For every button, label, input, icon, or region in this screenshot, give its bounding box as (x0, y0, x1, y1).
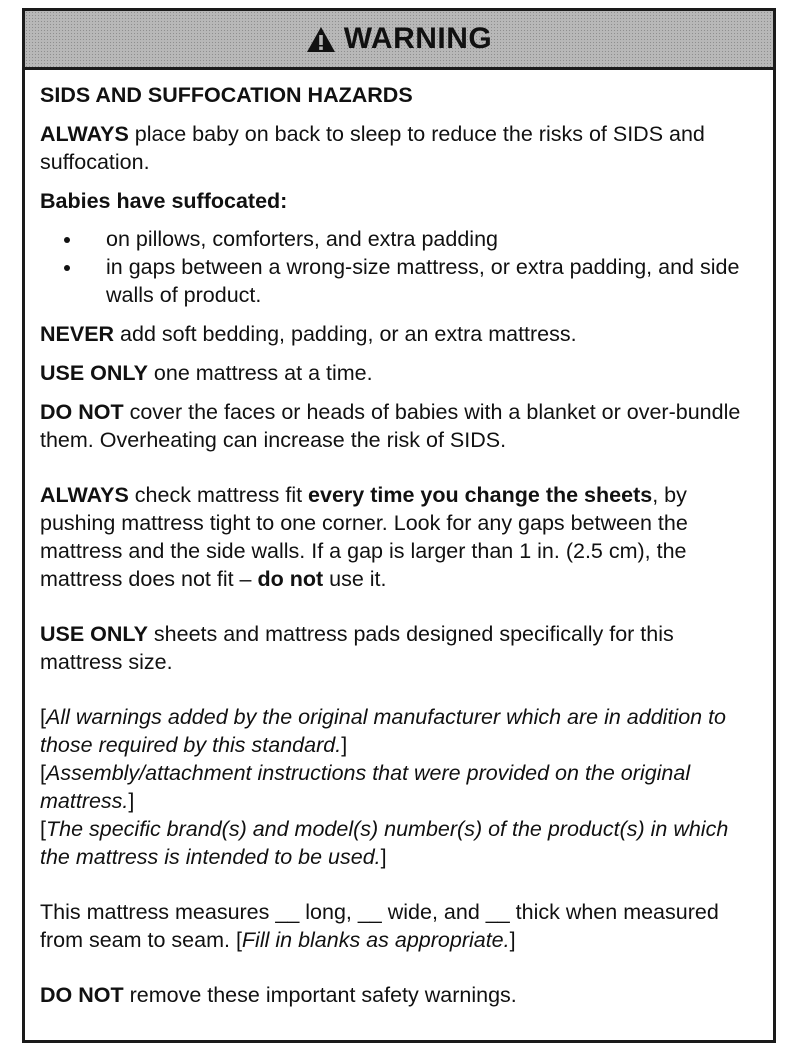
paragraph-do-not-cover: DO NOT cover the faces or heads of babies with a blanket or over-bundle them. Overheating can increase the risk of SIDS. (40, 400, 741, 452)
warning-title: WARNING (343, 22, 493, 55)
paragraph-do-not-remove: DO NOT remove these important safety warnings. (40, 983, 517, 1007)
section-title: SIDS AND SUFFOCATION HAZARDS (40, 83, 413, 107)
warning-header (25, 11, 773, 70)
bracket-note: [The specific brand(s) and model(s) number(s) of the product(s) in which the mattress is intended to be used.] (40, 817, 729, 869)
warning-triangle-icon (306, 26, 336, 53)
babies-heading: Babies have suffocated: (40, 189, 288, 213)
paragraph-never: NEVER add soft bedding, padding, or an extra mattress. (40, 322, 577, 346)
bracket-note: [All warnings added by the original manufacturer which are in addition to those required by this standard.] (40, 705, 727, 757)
bracket-notes (40, 703, 761, 871)
paragraph-measures: This mattress measures __ long, __ wide, and __ thick when measured from seam to seam. [Fill in blanks as appropriate.] (40, 900, 719, 952)
bracket-note: [Assembly/attachment instructions that were provided on the original mattress.] (40, 761, 691, 813)
warning-label (22, 8, 776, 1043)
paragraph-always-back: ALWAYS place baby on back to sleep to reduce the risks of SIDS and suffocation. (40, 122, 705, 174)
list-item: in gaps between a wrong-size mattress, or extra padding, and side walls of product. (40, 253, 761, 309)
warning-content (40, 81, 761, 1009)
bullet-list (40, 225, 761, 309)
list-item: on pillows, comforters, and extra padding (40, 225, 761, 253)
paragraph-check-fit: ALWAYS check mattress fit every time you change the sheets, by pushing mattress tight to one corner. Look for any gaps between the mattress and the side walls. If a gap is larger than 1 in. (2.5 cm), the mattress does not fit – do not use it. (40, 483, 688, 591)
paragraph-use-only-sheets: USE ONLY sheets and mattress pads designed specifically for this mattress size. (40, 622, 674, 674)
paragraph-use-only-one: USE ONLY one mattress at a time. (40, 361, 373, 385)
